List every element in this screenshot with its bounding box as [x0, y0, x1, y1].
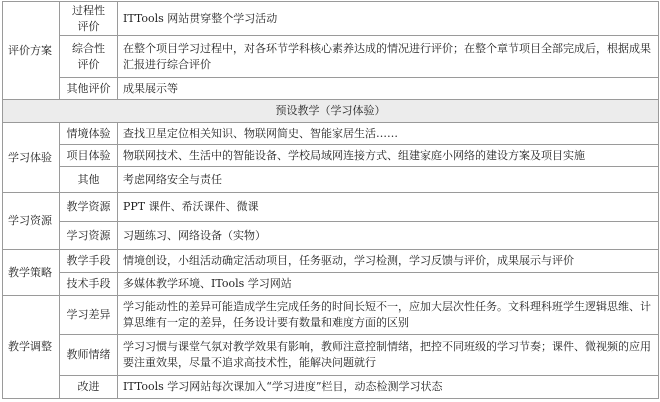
table-row: [3, 123, 659, 145]
table-row: [3, 273, 659, 296]
content-improvement: ITTools 学习网站每次课加入“学习进度”栏目，动态检测学习状态: [118, 376, 659, 399]
sub-process-evaluation: [60, 2, 118, 36]
content-project-experience: 物联网技术、生活中的智能设备、学校局域网连接方式、组建家庭小网络的建设方案及项目实施: [118, 145, 659, 167]
category-evaluation-plan: 评价方案: [3, 2, 60, 100]
table-row: [3, 167, 659, 193]
content-teaching-means: 情境创设，小组活动确定活动项目，任务驱动，学习检测，学习反馈与评价，成果展示与评价: [118, 250, 659, 273]
content-experience-other: 考虑网络安全与责任: [118, 167, 659, 193]
sub-situation-experience: 情境体验: [60, 123, 118, 145]
sub-process-evaluation-label: 过程性 评价: [72, 3, 105, 33]
sub-learning-differences: 学习差异: [60, 296, 118, 335]
sub-project-experience: 项目体验: [60, 145, 118, 167]
category-teaching-adjustment: 教学调整: [3, 296, 60, 399]
table-row: [3, 222, 659, 250]
table-row: [3, 193, 659, 222]
content-comprehensive-evaluation: 在整个项目学习过程中，对各环节学科核心素养达成的情况进行评价；在整个章节项目全部完成后，根据成果汇报进行综合评价: [118, 36, 659, 78]
content-process-evaluation: ITTools 网站贯穿整个学习活动: [118, 2, 659, 36]
sub-teacher-emotion: 教师情绪: [60, 335, 118, 376]
sub-teaching-resources: 教学资源: [60, 193, 118, 222]
sub-technical-means: 技术手段: [60, 273, 118, 296]
table-row: [3, 335, 659, 376]
table-row: [3, 296, 659, 335]
category-teaching-strategy: 教学策略: [3, 250, 60, 296]
table-row: [3, 376, 659, 399]
content-technical-means: 多媒体教学环境、ITools 学习网站: [118, 273, 659, 296]
sub-other-evaluation: 其他评价: [60, 78, 118, 100]
content-learning-resources: 习题练习、网络设备（实物）: [118, 222, 659, 250]
table-row: [3, 2, 659, 36]
sub-comprehensive-evaluation-label: 综合性 评价: [72, 41, 105, 71]
sub-teaching-means: 教学手段: [60, 250, 118, 273]
content-situation-experience: 查找卫星定位相关知识、物联网简史、智能家居生活……: [118, 123, 659, 145]
content-teaching-resources: PPT 课件、希沃课件、微课: [118, 193, 659, 222]
category-learning-experience: 学习体验: [3, 123, 60, 193]
lesson-plan-table: [2, 1, 659, 399]
table-row: [3, 145, 659, 167]
section-banner-row: [3, 100, 659, 123]
sub-experience-other: 其他: [60, 167, 118, 193]
category-learning-resources: 学习资源: [3, 193, 60, 250]
sub-improvement: 改进: [60, 376, 118, 399]
table-row: [3, 250, 659, 273]
table-row: [3, 78, 659, 100]
sub-comprehensive-evaluation: [60, 36, 118, 78]
sub-learning-resources: 学习资源: [60, 222, 118, 250]
table-row: [3, 36, 659, 78]
content-teacher-emotion: 学习习惯与课堂气氛对教学效果有影响，教师注意控制情绪，把控不同班级的学习节奏；课件、微视频的应用要注重效果，尽量不追求高技术性，能解决问题就行: [118, 335, 659, 376]
content-other-evaluation: 成果展示等: [118, 78, 659, 100]
section-banner: 预设教学（学习体验）: [3, 100, 659, 123]
content-learning-differences: 学习能动性的差异可能造成学生完成任务的时间长短不一，应加大层次性任务。文科理科班学生逻辑思维、计算思维有一定的差异，任务设计要有数量和难度方面的区别: [118, 296, 659, 335]
